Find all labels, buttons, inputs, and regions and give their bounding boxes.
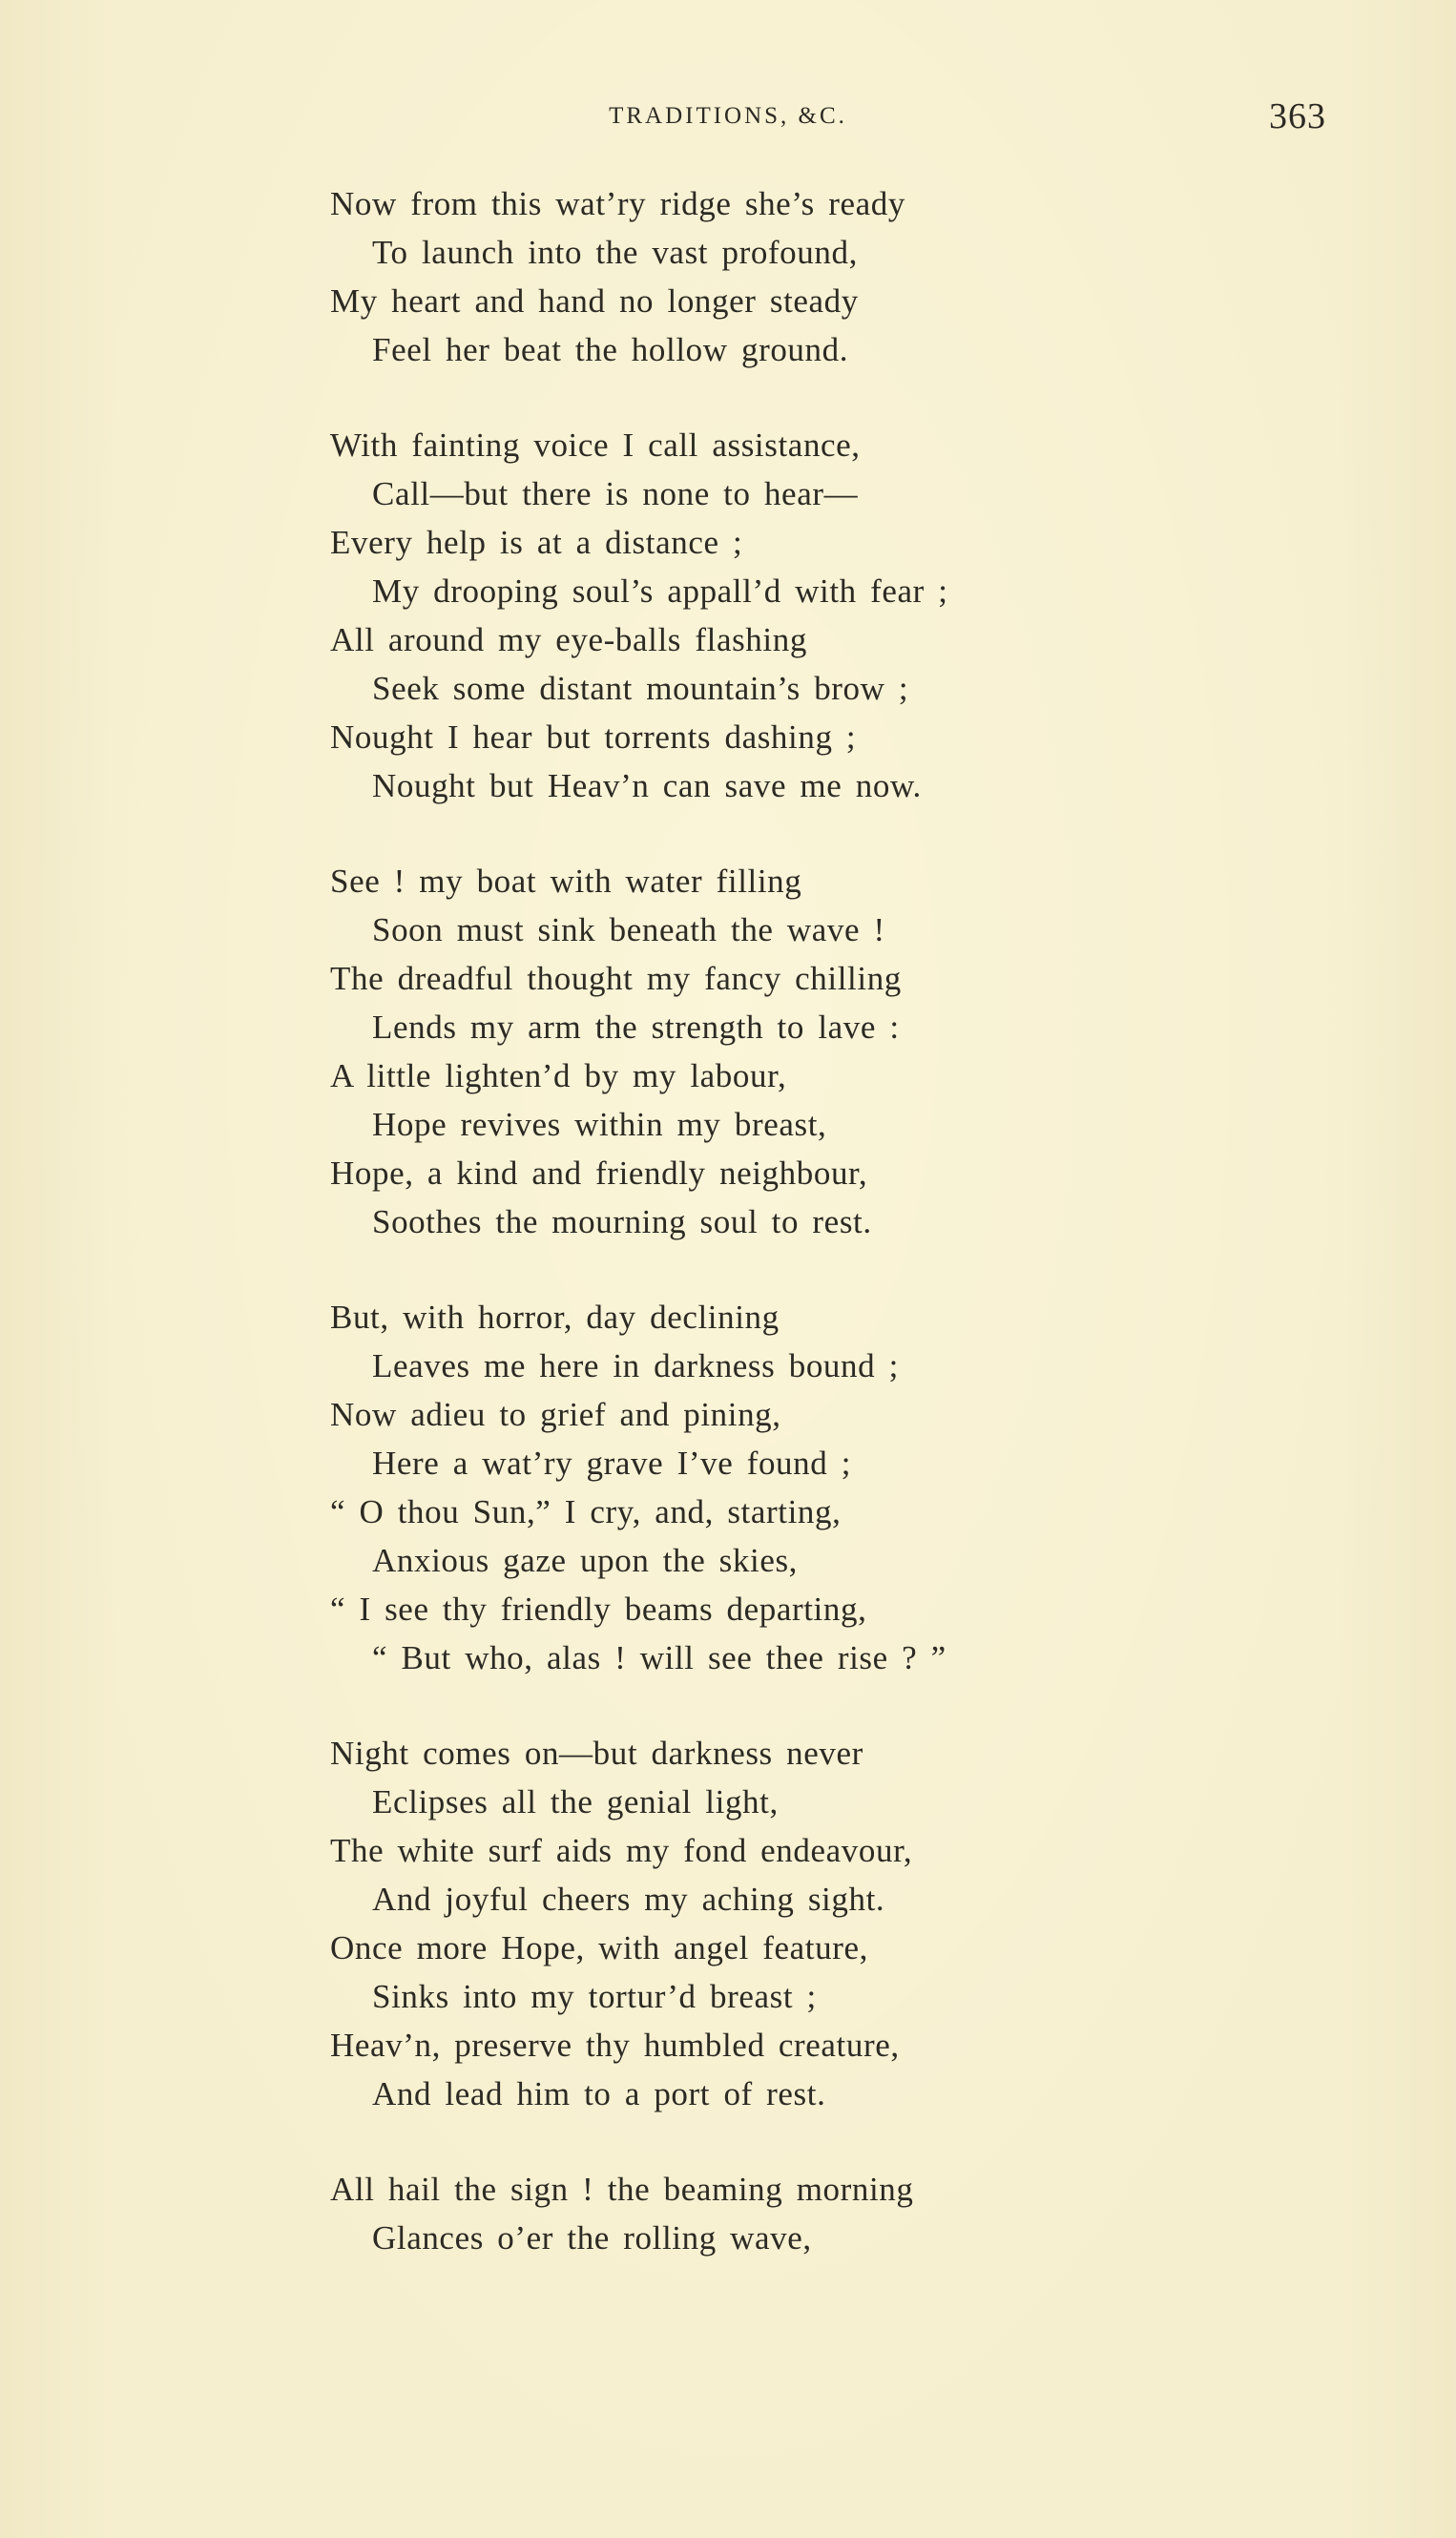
running-title: TRADITIONS, &C. [609, 103, 847, 129]
poem-body [330, 179, 1342, 2309]
stanza-6 [330, 2165, 1342, 2262]
poem-line: Here a wat’ry grave I’ve found ; [372, 1445, 852, 1482]
poem-line: Lends my arm the strength to lave : [372, 1009, 900, 1046]
poem-line: “ I see thy friendly beams departing, [330, 1591, 867, 1628]
poem-line: Now adieu to grief and pining, [330, 1396, 781, 1433]
poem-line: The dreadful thought my fancy chilling [330, 960, 902, 997]
poem-line: And lead him to a port of rest. [372, 2075, 826, 2112]
poem-line: All around my eye-balls flashing [330, 621, 807, 658]
poem-line: Once more Hope, with angel feature, [330, 1929, 868, 1966]
poem-line: “ O thou Sun,” I cry, and, starting, [330, 1493, 842, 1530]
page-number: 363 [1269, 96, 1326, 136]
poem-line: Eclipses all the genial light, [372, 1783, 779, 1820]
poem-line: Soon must sink beneath the wave ! [372, 911, 885, 948]
poem-line: But, with horror, day declining [330, 1299, 780, 1336]
poem-line: “ But who, alas ! will see thee rise ? ” [372, 1639, 946, 1676]
poem-line: Heav’n, preserve thy humbled creature, [330, 2027, 900, 2064]
poem-line: Nought but Heav’n can save me now. [372, 767, 922, 804]
poem-line: Soothes the mourning soul to rest. [372, 1203, 872, 1240]
poem-line: Anxious gaze upon the skies, [372, 1542, 799, 1579]
poem-line: Hope revives within my breast, [372, 1106, 827, 1143]
poem-line: And joyful cheers my aching sight. [372, 1881, 885, 1918]
poem-line: My drooping soul’s appall’d with fear ; [372, 572, 948, 610]
poem-line: The white surf aids my fond endeavour, [330, 1832, 913, 1869]
poem-line: Nought I hear but torrents dashing ; [330, 718, 857, 756]
poem-line: Call—but there is none to hear— [372, 475, 859, 512]
poem-line: See ! my boat with water filling [330, 863, 802, 900]
stanza-4 [330, 1293, 1342, 1682]
stanza-5 [330, 1729, 1342, 2118]
stanza-3 [330, 857, 1342, 1246]
poem-line: To launch into the vast profound, [372, 234, 858, 271]
poem-line: Glances o’er the rolling wave, [372, 2219, 812, 2257]
poem-line: A little lighten’d by my labour, [330, 1057, 787, 1094]
poem-line: With fainting voice I call assistance, [330, 426, 861, 464]
stanza-1 [330, 179, 1342, 374]
poem-line: Seek some distant mountain’s brow ; [372, 670, 909, 707]
poem-line: My heart and hand no longer steady [330, 282, 859, 320]
poem-line: Sinks into my tortur’d breast ; [372, 1978, 817, 2015]
poem-line: Hope, a kind and friendly neighbour, [330, 1155, 868, 1192]
poem-line: Night comes on—but darkness never [330, 1735, 863, 1772]
poem-line: Every help is at a distance ; [330, 524, 743, 561]
poem-line: Now from this wat’ry ridge she’s ready [330, 185, 905, 222]
poem-line: Feel her beat the hollow ground. [372, 331, 849, 368]
poem-line: Leaves me here in darkness bound ; [372, 1347, 899, 1384]
stanza-2 [330, 421, 1342, 810]
running-head [0, 96, 1456, 137]
poem-line: All hail the sign ! the beaming morning [330, 2171, 914, 2208]
